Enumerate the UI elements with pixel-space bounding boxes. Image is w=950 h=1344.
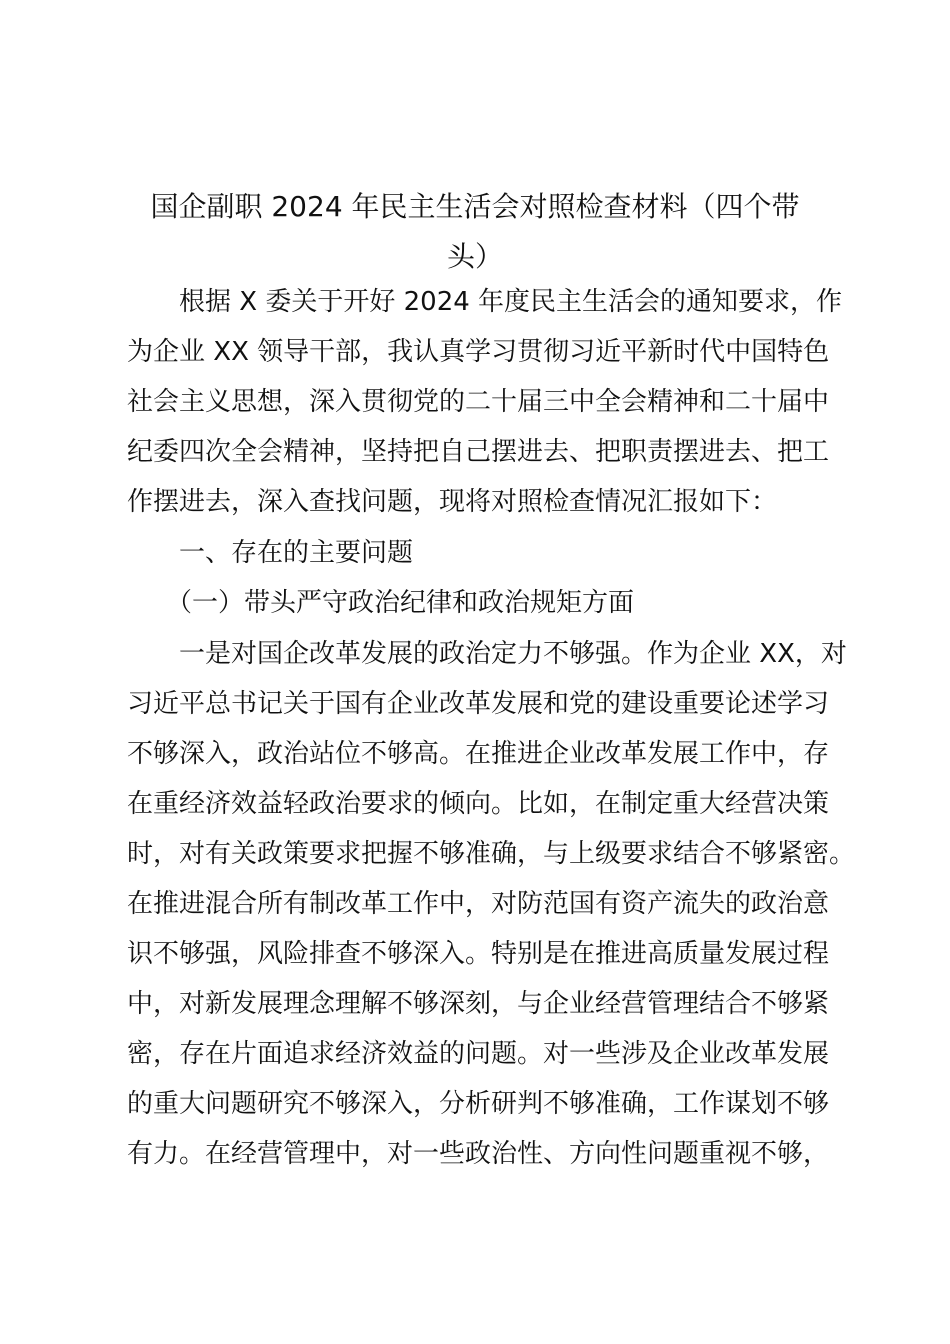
body-line: 中，对新发展理念理解不够深刻，与企业经营管理结合不够紧 [127, 989, 830, 1019]
body-line: 社会主义思想，深入贯彻党的二十届三中全会精神和二十届中 [127, 387, 830, 417]
body-line: 习近平总书记关于国有企业改革发展和党的建设重要论述学习 [127, 689, 830, 719]
body-line: 纪委四次全会精神，坚持把自己摆进去、把职责摆进去、把工 [127, 437, 830, 467]
document-title [120, 182, 830, 282]
subsection-heading: （一）带头严守政治纪律和政治规矩方面 [127, 588, 635, 618]
body-line: 识不够强，风险排查不够深入。特别是在推进高质量发展过程 [127, 939, 830, 969]
body-line: 在推进混合所有制改革工作中，对防范国有资产流失的政治意 [127, 889, 830, 919]
body-line: 一是对国企改革发展的政治定力不够强。作为企业 XX，对 [127, 639, 847, 669]
body-line: 根据 X 委关于开好 2024 年度民主生活会的通知要求，作 [127, 287, 843, 317]
body-line: 不够深入，政治站位不够高。在推进企业改革发展工作中，存 [127, 739, 830, 769]
title-line-1: 国企副职 2024 年民主生活会对照检查材料（四个带 [150, 190, 800, 223]
body-line: 有力。在经营管理中，对一些政治性、方向性问题重视不够， [127, 1139, 830, 1169]
body-line: 的重大问题研究不够深入，分析研判不够准确，工作谋划不够 [127, 1089, 830, 1119]
body-line: 在重经济效益轻政治要求的倾向。比如，在制定重大经营决策 [127, 789, 830, 819]
section-heading: 一、存在的主要问题 [127, 538, 414, 568]
title-line-2: 头） [446, 240, 503, 273]
body-line: 为企业 XX 领导干部，我认真学习贯彻习近平新时代中国特色 [127, 337, 830, 367]
body-line: 密，存在片面追求经济效益的问题。对一些涉及企业改革发展 [127, 1039, 830, 1069]
body-line: 作摆进去，深入查找问题，现将对照检查情况汇报如下： [127, 487, 778, 517]
body-line: 时，对有关政策要求把握不够准确，与上级要求结合不够紧密。 [127, 839, 856, 869]
